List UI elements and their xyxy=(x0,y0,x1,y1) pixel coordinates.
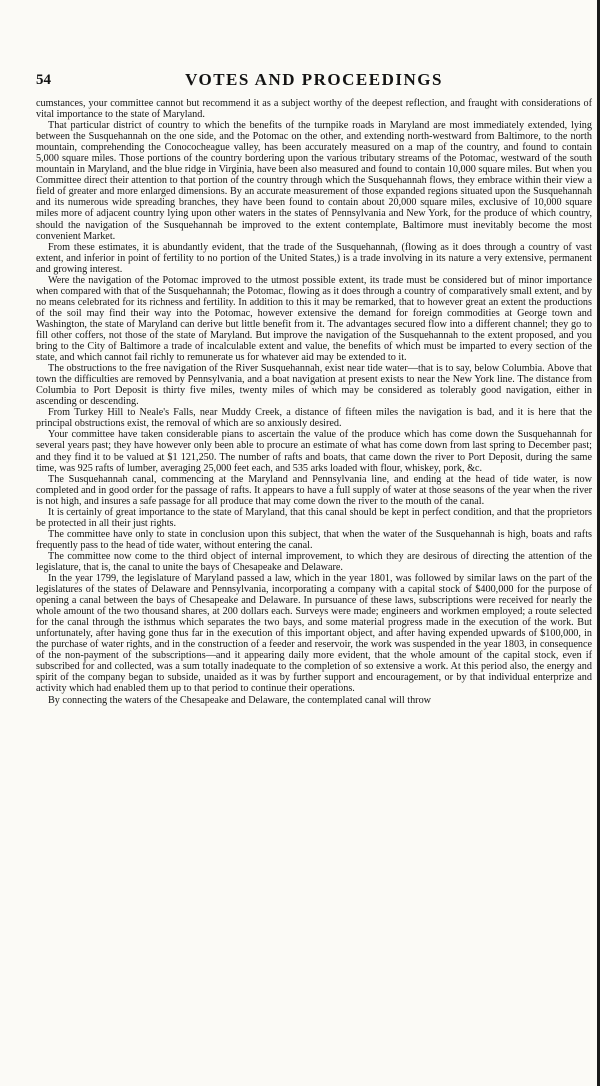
page-number: 54 xyxy=(36,72,51,88)
paragraph: In the year 1799, the legislature of Maryland passed a law, which in the year 1801, was followed by similar laws on the part of the legislatures of the states of Delaware and Pennsylvania, incorporating a company with a capital stock of $400,000 for the purpose of opening a canal between the bays of Chesapeake and Delaware. In pursuance of these laws, subscriptions were received for nearly the whole amount of the two thousand shares, at 200 dollars each. Surveys were made; engineers and workmen employed; a route selected for the canal through the isthmus which separates the two bays, and some material progress made in the execution of the work. But unfortunately, after having gone thus far in the execution of this important object, and after having expended upwards of $100,000, in the purchase of water rights, and in the construction of a feeder and reservoir, the work was suspended in the year 1803, in consequence of the non-payment of the subscriptions—and it appearing daily more evident, that the whole amount of the capital stock, even if subscribed for and collected, was a sum totally inadequate to the completion of so extensive a work. At this period also, the energy and spirit of the company began to subside, unaided as it was by further support and encouragement, or by that individual enterprize and activity which had enabled them up to that period to continue their operations. xyxy=(36,573,592,695)
paragraph: From Turkey Hill to Neale's Falls, near Muddy Creek, a distance of fifteen miles the navigation is bad, and it is here that the principal obstructions exist, the removal of which are so anxiously desired. xyxy=(36,407,592,430)
paragraph: cumstances, your committee cannot but recommend it as a subject worthy of the deepest reflection, and fraught with considerations of vital importance to the state of Maryland. xyxy=(36,98,592,121)
body-text xyxy=(36,98,592,1088)
paragraph: Were the navigation of the Potomac improved to the utmost possible extent, its trade must be considered but of minor importance when compared with that of the Susquehannah; the Potomac, flowing as it does through a country of comparatively small extent, and by no means celebrated for its richness and fertility. In addition to this it may be remarked, that to however great an extent the productions of the soil may find their way into the Potomac, however extensive the demand for foreign commodities at George town and Washington, the state of Maryland can derive but little benefit from it. The advantages secured flow into a different channel; they go to fill other coffers, not those of the state of Maryland. But improve the navigation of the Susquehannah to the extent proposed, and you bring to the City of Baltimore a trade of incalculable extent and value, the benefits of which must be imparted to every section of the state, and which cannot fail richly to remunerate us for whatever aid may be extended to it. xyxy=(36,274,592,364)
paragraph: The committee now come to the third object of internal improvement, to which they are desirous of directing the attention of the legislature, that is, the canal to unite the bays of Chesapeake and Delaware. xyxy=(36,550,592,573)
paragraph: The Susquehannah canal, commencing at the Maryland and Pennsylvania line, and ending at the head of tide water, is now completed and in good order for the passage of rafts. It appears to have a full supply of water at those seasons of the year when the river is not high, and insures a safe passage for all produce that may come down the river to the mouth of the canal. xyxy=(36,473,592,507)
page-header xyxy=(36,70,592,94)
paragraph: By connecting the waters of the Chesapeake and Delaware, the contemplated canal will throw xyxy=(48,694,432,706)
running-head: VOTES AND PROCEEDINGS xyxy=(185,70,443,89)
paragraph: The obstructions to the free navigation of the River Susquehannah, exist near tide water—that is to say, below Columbia. Above that town the difficulties are removed by Pennsylvania, and a boat navigation at present exists to near the New York line. The distance from Columbia to Port Deposit is thirty five miles, twenty miles of which may be considered as tolerably good navigation, either in ascending or descending. xyxy=(36,363,592,408)
paragraph: Your committee have taken considerable pians to ascertain the value of the produce which has come down the Susquehannah for several years past; they have however only been able to procure an estimate of what has come down from last spring to December past; and they find it to be valued at $1 121,250. The number of rafts and boats, that came down the river to Port Deposit, during the same time, was 925 rafts of lumber, averaging 25,000 feet each, and 535 arks loaded with flour, whiskey, pork, &c. xyxy=(36,429,592,474)
paragraph: The committee have only to state in conclusion upon this subject, that when the water of the Susquehannah is high, boats and rafts frequently pass to the head of tide water, without entering the canal. xyxy=(36,528,592,551)
paragraph: It is certainly of great importance to the state of Maryland, that this canal should be kept in perfect condition, and that the proprietors be protected in all their just rights. xyxy=(36,506,592,529)
paragraph: That particular district of country to which the benefits of the turnpike roads in Maryland are most immediately extended, lying between the Susquehannah on the one side, and the Potomac on the other, and extending north-westward from Baltimore, to the north mountain, comprehending the Conococheague valley, has been accurately measured on a map of the country, and found to contain 5,000 square miles. Those portions of the country bordering upon the various tributary streams of the Potomac, westward of the south mountain in Maryland, and the blue ridge in Virginia, have been also measured and found to contain 10,000 square miles. But when you Committee direct their attention to that portion of the country through which the Susquehannah flows, they embrace within their view a field of greater and more enlarged dimensions. By an accurate measurement of those expanded regions situated upon the Susquehannah and its numerous wide spreading branches, they have been found to contain about 20,000 square miles, exclusive of 10,000 square miles more of adjacent country lying upon other waters in the states of Pennsylvania and New York, for the produce of which country, should the navigation of the Susquehannah be improved to the extent contemplate, Baltimore must inevitably become the most convenient Market. xyxy=(36,120,592,242)
paragraph: From these estimates, it is abundantly evident, that the trade of the Susquehannah, (flowing as it does through a country of vast extent, and inferior in point of fertility to no portion of the United States,) is a trade involving in its nature a very extensive, permanent and growing interest. xyxy=(36,241,592,275)
